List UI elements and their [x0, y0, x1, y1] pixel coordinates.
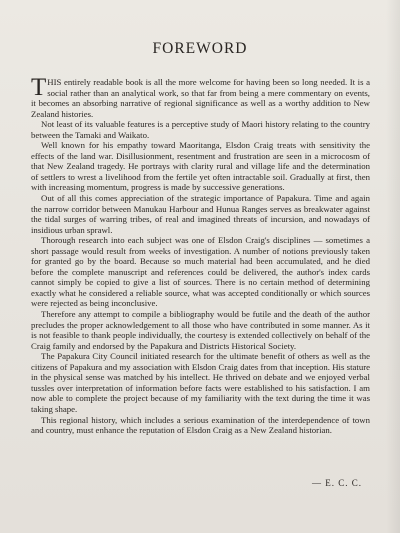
paragraph-4: Out of all this comes appreciation of the strategic importance of Papakura. Time and again the narrow corridor between Manukau Harbour and Hunua Ranges serves as breakwater against the tidal surges of warring tribes, of real and imagined threats of incursion, and nowadays of insidious urban sprawl.: [31, 193, 370, 235]
paragraph-5: Thorough research into each subject was one of Elsdon Craig's disciplines — sometimes a short passage would result from weeks of investigation. A number of notions previously taken for granted go by the board. Because so much material had been accumulated, and he died before the complete manuscript and references could be delivered, the author's index cards cannot simply be copied to give a list of sources. There is no certain method of determining exactly what he considered a reliable source, what was accepted conditionally or which sources were rejected as being inconclusive.: [31, 235, 370, 309]
paragraph-2: Not least of its valuable features is a perceptive study of Maori history relating to the country between the Tamaki and Waikato.: [31, 119, 370, 140]
drop-cap: T: [31, 74, 47, 101]
signature: — E. C. C.: [311, 478, 362, 488]
page-title: FOREWORD: [152, 40, 248, 57]
paragraph-6: Therefore any attempt to compile a bibliography would be futile and the death of the author precludes the proper acknowledgement to all those who have contributed in some manner. As it is not feasible to thank people individually, the courtesy is extended collectively on behalf of the Craig family and endorsed by the Papakura and Districts Historical Society.: [31, 309, 370, 351]
paragraph-7: The Papakura City Council initiated research for the ultimate benefit of others as well as the citizens of Papakura and my association with Elsdon Craig dates from that inception. His stature in the physical sense was matched by his intellect. He thrived on debate and we enjoyed verbal tussles over interpretation of information before facts were established to his satisfaction. I am now able to complete the project because of my familiarity with the text during the time it was taking shape.: [31, 351, 370, 414]
paragraph-1-text: HIS entirely readable book is all the more welcome for having been so long needed. It is a social rather than an analytical work, so that far from being a mere commentary on events, it becomes an absorbing narrative of regional significance as well as a worthy addition to New Zealand histories.: [31, 77, 370, 119]
paragraph-3: Well known for his empathy toward Maoritanga, Elsdon Craig treats with sensitivity the effects of the land war. Disillusionment, resentment and frustration are seen in a microcosm of that New Zealand tragedy. He portrays with clarity rural and village life and the determination of settlers to wrest a livelihood from the fertile yet often intractable soil. Gradually at first, then with increasing momentum, progress is made by successive generations.: [31, 140, 370, 193]
paragraph-8: This regional history, which includes a serious examination of the interdependence of town and country, must enhance the reputation of Elsdon Craig as a New Zealand historian.: [31, 414, 370, 436]
foreword-text: [31, 74, 370, 436]
paragraph-1: [31, 74, 370, 119]
